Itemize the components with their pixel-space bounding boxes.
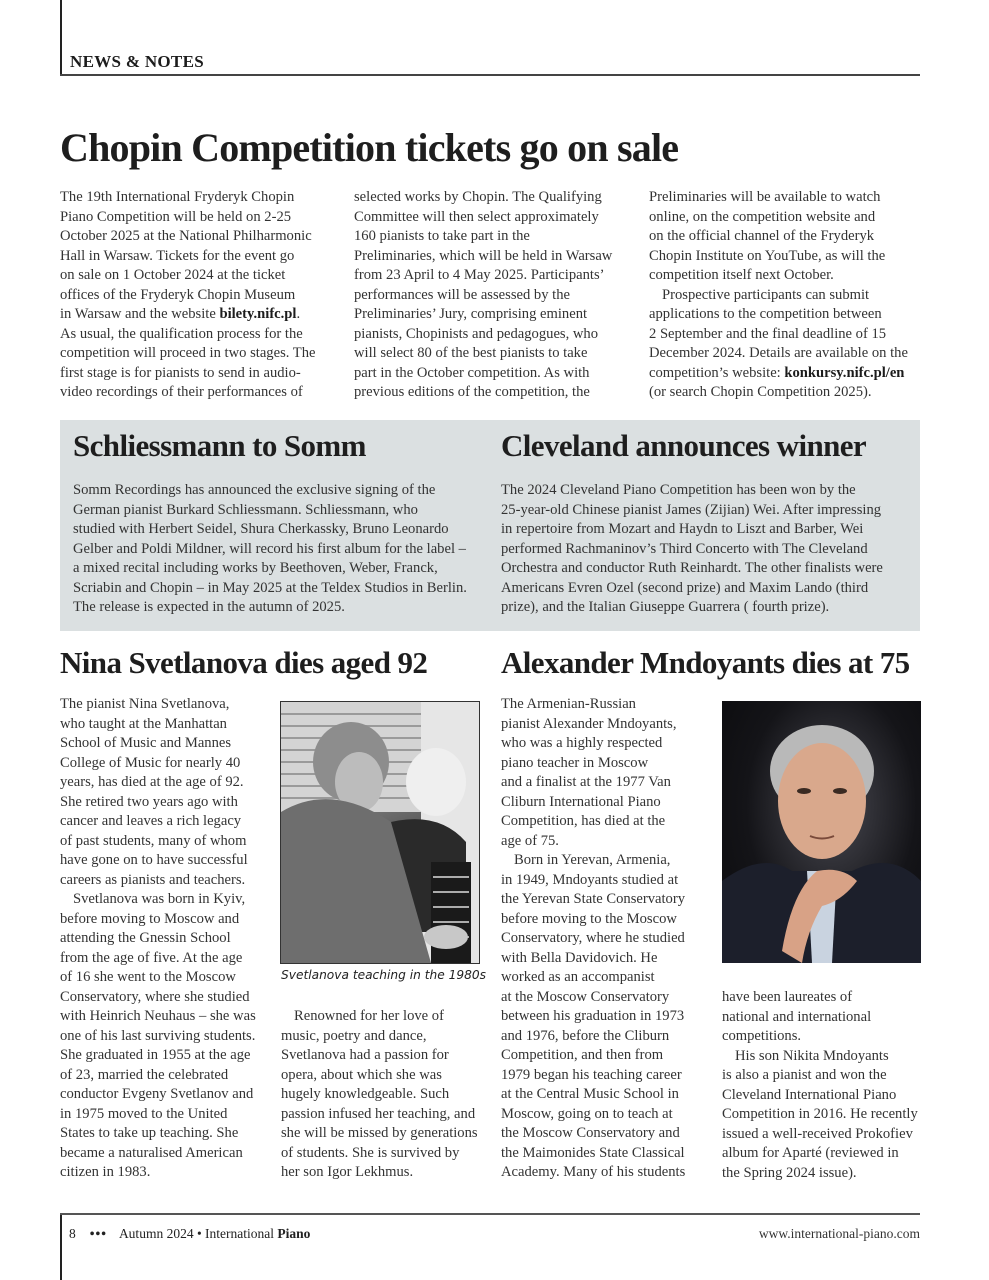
text-line: national and international: [722, 1008, 872, 1025]
text-line: performed Rachmaninov’s Third Concerto with The Cleveland: [501, 540, 868, 557]
mndoyants-headline: Alexander Mndoyants dies at 75: [501, 645, 910, 680]
text-line: of students. She is survived by: [281, 1144, 460, 1161]
text-line: Orchestra and conductor Ruth Reinhardt. The other finalists were: [501, 560, 883, 576]
text-line: selected works by Chopin. The Qualifying: [354, 189, 602, 205]
text-line: became a naturalised American: [60, 1144, 243, 1161]
text-line: music, poetry and dance,: [281, 1027, 427, 1044]
text-line: Competition, and then from: [501, 1047, 664, 1063]
portrait-placeholder-icon: [722, 701, 921, 963]
svetlanova-headline: Nina Svetlanova dies aged 92: [60, 645, 428, 680]
text-line: Renowned for her love of: [294, 1008, 444, 1024]
text-line: citizen in 1983.: [60, 1164, 151, 1180]
footer-rule: [60, 1213, 920, 1215]
text-line: have been laureates of: [722, 989, 853, 1005]
text-line: December 2024. Details are available on the: [649, 345, 908, 361]
text-line: one of his last surviving students.: [60, 1027, 256, 1044]
text-line: will select 80 of the best pianists to take: [354, 345, 588, 361]
cleveland-body: [501, 481, 883, 618]
text-line: Chopin Institute on YouTube, as will the: [649, 247, 886, 264]
text-line: on the official channel of the Fryderyk: [649, 228, 875, 244]
text-line: in 1975 moved to the United: [60, 1105, 228, 1122]
text-line: offices of the Fryderyk Chopin Museum: [60, 286, 296, 303]
somm-headline: Schliessmann to Somm: [73, 428, 366, 463]
text-line: Cleveland International Piano: [722, 1086, 897, 1103]
text-line: Preliminaries, which will be held in Warsaw: [354, 247, 613, 264]
dots-separator-icon: •••: [89, 1226, 107, 1241]
text-line: who taught at the Manhattan: [60, 715, 227, 732]
text-line: the Yerevan State Conservatory: [501, 891, 686, 907]
text-line: between his graduation in 1973: [501, 1008, 685, 1024]
text-line: in repertoire from Mozart and Haydn to Liszt and Barber, Wei: [501, 521, 864, 537]
text-line: Committee will then select approximately: [354, 208, 599, 225]
text-line: careers as pianists and teachers.: [60, 871, 246, 888]
text-line: in Warsaw and the website bilety.nifc.pl.: [60, 306, 301, 322]
text-line: passion infused her teaching, and: [281, 1105, 476, 1122]
svetlanova-teaching-photo: [280, 701, 480, 964]
text-line: online, on the competition website and: [649, 208, 876, 225]
footer-folio: [69, 1226, 310, 1242]
text-line: and 1976, before the Cliburn: [501, 1027, 670, 1044]
text-line: She retired two years ago with: [60, 793, 238, 810]
text-line: the Moscow Conservatory and: [501, 1125, 680, 1141]
text-line: Preliminaries’ Jury, comprising eminent: [354, 306, 588, 322]
text-line: 2 September and the final deadline of 15: [649, 325, 887, 342]
text-line: Somm Recordings has announced the exclusive signing of the: [73, 482, 436, 498]
text-line: worked as an accompanist: [501, 969, 655, 985]
competition-website-link[interactable]: konkursy.nifc.pl/en: [784, 364, 905, 381]
text-line: Piano Competition will be held on 2-25: [60, 208, 292, 225]
text-line: Svetlanova had a passion for: [281, 1047, 449, 1063]
text-line: The 2024 Cleveland Piano Competition has been won by the: [501, 482, 856, 498]
text-line: School of Music and Mannes: [60, 735, 232, 751]
text-line: competition itself next October.: [649, 267, 834, 283]
text-line: The pianist Nina Svetlanova,: [60, 696, 230, 712]
text-line: [649, 364, 908, 384]
issue-label: Autumn 2024 • International: [118, 1226, 278, 1241]
text-line: Conservatory, where she studied: [60, 988, 250, 1005]
text-line: Gelber and Poldi Mildner, will record his first album for the label –: [73, 540, 466, 557]
text-line: Scriabin and Chopin – in May 2025 at the Teldex Studios in Berlin.: [73, 579, 467, 596]
text-line: piano teacher in Moscow: [501, 754, 649, 771]
text-line: Preliminaries will be available to watch: [649, 189, 881, 205]
text-line: hugely knowledgeable. Such: [281, 1086, 450, 1102]
text-line: issued a well-received Prokofiev: [722, 1125, 913, 1142]
text-line: Conservatory, where he studied: [501, 930, 685, 946]
text-line: 160 pianists to take part in the: [354, 228, 530, 244]
svetlanova-column-1: [60, 695, 256, 1183]
text-line: with Bella Davidovich. He: [501, 949, 658, 966]
text-line: the Maimonides State Classical: [501, 1144, 685, 1161]
tickets-website-link[interactable]: bilety.nifc.pl: [219, 306, 297, 322]
text-line: is also a pianist and won the: [722, 1067, 887, 1083]
footer-vertical-rule: [60, 1213, 62, 1280]
text-line: album for Aparté (reviewed in: [722, 1145, 899, 1161]
text-line: before moving to the Moscow: [501, 910, 677, 927]
text-line: first stage is for pianists to send in audio-: [60, 364, 301, 381]
text-fragment: competition’s website:: [649, 364, 785, 381]
text-line: As usual, the qualification process for the: [60, 325, 303, 342]
text-line: The Armenian-Russian: [501, 696, 636, 712]
text-line: have gone on to have successful: [60, 852, 248, 868]
text-line: College of Music for nearly 40: [60, 754, 241, 771]
text-line: at the Central Music School in: [501, 1086, 679, 1102]
text-line: of past students, many of whom: [60, 832, 247, 849]
text-line: attending the Gnessin School: [60, 930, 231, 946]
text-line: at the Moscow Conservatory: [501, 988, 670, 1005]
text-line: from the age of five. At the age: [60, 949, 243, 966]
chopin-column-1: [60, 188, 315, 403]
text-line: from 23 April to 4 May 2025. Participants’: [354, 267, 605, 283]
page-number: 8: [69, 1226, 76, 1241]
header-vertical-rule: [60, 0, 62, 75]
mndoyants-portrait-photo: [722, 701, 921, 963]
text-line: 25-year-old Chinese pianist James (Zijian) Wei. After impressing: [501, 501, 882, 518]
text-line: cancer and leaves a rich legacy: [60, 813, 242, 829]
text-line: Competition, has died at the: [501, 813, 666, 829]
text-line: previous editions of the competition, the: [354, 384, 590, 400]
brand-name: Piano: [277, 1226, 311, 1241]
text-line: in 1949, Mndoyants studied at: [501, 871, 679, 888]
text-line: she will be missed by generations: [281, 1125, 478, 1141]
text-line: conductor Evgeny Svetlanov and: [60, 1086, 254, 1102]
text-line: a mixed recital including works by Beethoven, Weber, Franck,: [73, 560, 438, 576]
text-line: Prospective participants can submit: [662, 286, 870, 303]
text-line: of 16 she went to the Moscow: [60, 969, 236, 985]
text-line: Svetlanova was born in Kyiv,: [73, 891, 246, 907]
text-line: States to take up teaching. She: [60, 1125, 239, 1141]
section-label: NEWS & NOTES: [70, 52, 204, 71]
text-line: Cliburn International Piano: [501, 793, 661, 810]
text-line: performances will be assessed by the: [354, 286, 570, 303]
svetlanova-photo-caption: Svetlanova teaching in the 1980s: [281, 968, 486, 982]
cleveland-headline: Cleveland announces winner: [501, 428, 867, 463]
text-line: part in the October competition. As with: [354, 364, 590, 381]
text-line: She graduated in 1955 at the age: [60, 1047, 251, 1063]
mndoyants-column-2: [722, 988, 918, 1183]
text-line: October 2025 at the National Philharmonic: [60, 228, 312, 244]
text-line: Moscow, going on to teach at: [501, 1105, 673, 1122]
text-line: His son Nikita Mndoyants: [735, 1047, 889, 1064]
text-line: video recordings of their performances of: [60, 384, 303, 400]
text-line: German pianist Burkard Schliessmann. Schliessmann, who: [73, 501, 418, 518]
text-line: competition will proceed in two stages. The: [60, 345, 316, 361]
header-rule: [60, 74, 920, 76]
text-line: prize), and the Italian Giuseppe Guarrera ( fourth prize).: [501, 599, 830, 615]
text-line: Born in Yerevan, Armenia,: [514, 852, 671, 868]
text-line: and a finalist at the 1977 Van: [501, 774, 671, 790]
text-line: The release is expected in the autumn of 2025.: [73, 599, 345, 615]
text-line: pianists, Chopinists and pedagogues, who: [354, 325, 599, 342]
text-line: applications to the competition between: [649, 306, 882, 322]
text-line: opera, about which she was: [281, 1066, 442, 1083]
text-line: Hall in Warsaw. Tickets for the event go: [60, 247, 295, 264]
photo-placeholder-icon: [281, 702, 479, 963]
text-line: Competition in 2016. He recently: [722, 1106, 918, 1122]
text-line: years, has died at the age of 92.: [60, 774, 244, 790]
text-line: the Spring 2024 issue).: [722, 1164, 857, 1181]
mndoyants-column-1: [501, 695, 685, 1183]
text-line: before moving to Moscow and: [60, 910, 240, 927]
text-line: Americans Evren Ozel (second prize) and Maxim Lando (third: [501, 579, 869, 596]
text-line: with Heinrich Neuhaus – she was: [60, 1008, 256, 1024]
chopin-headline: Chopin Competition tickets go on sale: [60, 125, 679, 170]
text-line: 1979 began his teaching career: [501, 1066, 682, 1083]
text-line: The 19th International Fryderyk Chopin: [60, 189, 295, 205]
text-line: (or search Chopin Competition 2025).: [649, 384, 872, 400]
chopin-column-2: [354, 188, 612, 403]
text-line: who was a highly respected: [501, 735, 663, 751]
text-line: Academy. Many of his students: [501, 1164, 686, 1180]
text-line: on sale on 1 October 2024 at the ticket: [60, 267, 286, 283]
text-line: of 23, married the celebrated: [60, 1066, 229, 1083]
svetlanova-column-2: [281, 1007, 478, 1183]
text-fragment: in Warsaw and the website: [60, 306, 220, 322]
text-line: her son Igor Lekhmus.: [281, 1164, 414, 1180]
text-line: competitions.: [722, 1028, 802, 1044]
text-line: age of 75.: [501, 832, 559, 849]
chopin-column-3: [649, 188, 908, 403]
text-line: studied with Herbert Seidel, Shura Cherkassky, Bruno Leonardo: [73, 521, 449, 537]
text-line: pianist Alexander Mndoyants,: [501, 715, 677, 732]
footer-website-link[interactable]: www.international-piano.com: [758, 1226, 920, 1241]
somm-body: [73, 481, 467, 618]
